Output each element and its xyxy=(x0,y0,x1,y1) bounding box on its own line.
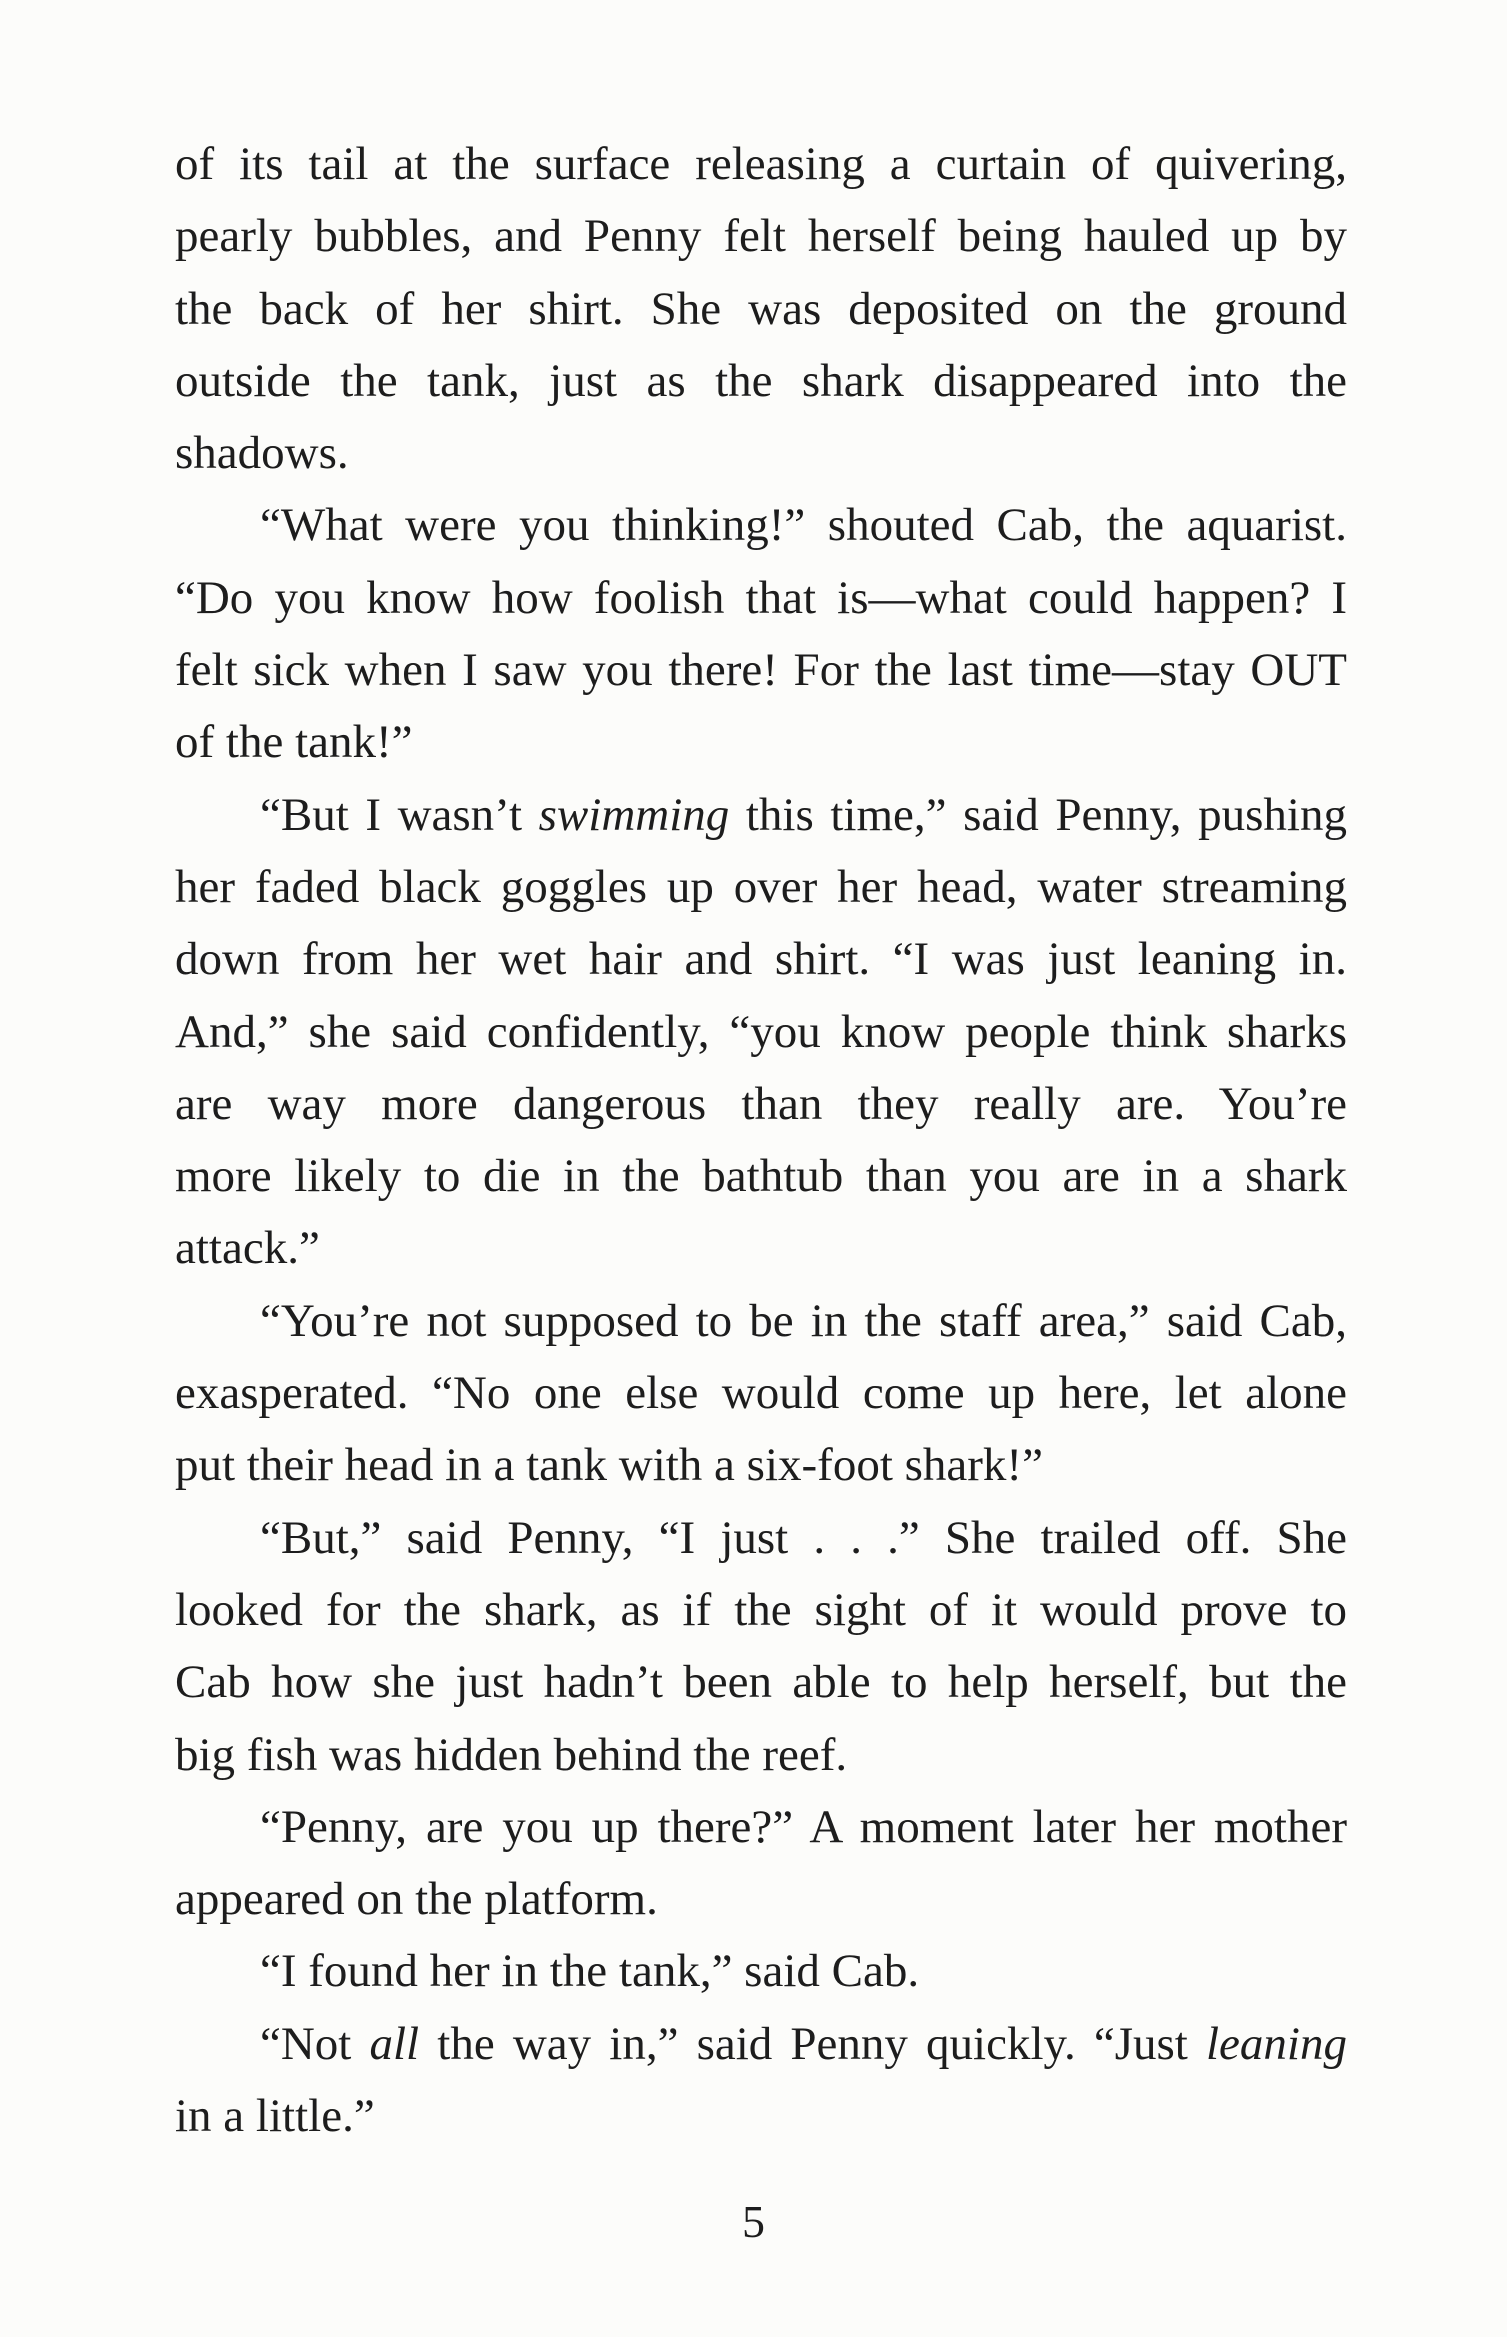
text-line: outside the tank, just as the shark disappeared into the xyxy=(175,354,1347,407)
text-line: exasperated. “No one else would come up here, let alone xyxy=(175,1367,1347,1420)
text-line: in a little.” xyxy=(175,2090,375,2143)
text-span: the way in,” said Penny quickly. “Just xyxy=(419,2017,1206,2070)
text-line: felt sick when I saw you there! For the last time—stay OUT xyxy=(175,644,1347,697)
text-line: “What were you thinking!” shouted Cab, the aquarist. xyxy=(260,499,1347,552)
text-line: And,” she said confidently, “you know people think sharks xyxy=(175,1005,1347,1058)
text-line: “But,” said Penny, “I just . . .” She trailed off. She xyxy=(260,1511,1347,1564)
text-line xyxy=(175,2008,1347,2080)
body-text xyxy=(175,128,1347,2152)
text-line: more likely to die in the bathtub than you are in a shark xyxy=(175,1150,1347,1203)
text-line: the back of her shirt. She was deposited on the ground xyxy=(175,282,1347,335)
text-line: Cab how she just hadn’t been able to help herself, but the xyxy=(175,1656,1347,1709)
text-span: “Not xyxy=(260,2017,370,2070)
text-line: appeared on the platform. xyxy=(175,1873,658,1926)
text-line: her faded black goggles up over her head, water streaming xyxy=(175,860,1347,913)
text-line: are way more dangerous than they really are. You’re xyxy=(175,1077,1347,1130)
text-line: of its tail at the surface releasing a curtain of quivering, xyxy=(175,138,1347,190)
text-line: pearly bubbles, and Penny felt herself being hauled up by xyxy=(175,210,1347,263)
text-line: shadows. xyxy=(175,427,349,480)
text-line: of the tank!” xyxy=(175,716,413,769)
italic-text: swimming xyxy=(538,788,730,841)
text-line: “You’re not supposed to be in the staff area,” said Cab, xyxy=(260,1294,1347,1347)
text-span: this time,” said Penny, pushing xyxy=(729,788,1347,841)
text-line xyxy=(175,779,1347,851)
text-line: down from her wet hair and shirt. “I was just leaning in. xyxy=(175,933,1347,986)
page-number: 5 xyxy=(742,2196,765,2247)
text-line: looked for the shark, as if the sight of it would prove to xyxy=(175,1583,1347,1636)
text-line: “Penny, are you up there?” A moment later her mother xyxy=(260,1800,1347,1853)
text-line: attack.” xyxy=(175,1222,320,1275)
text-span: “But I wasn’t xyxy=(260,788,539,841)
italic-text: all xyxy=(369,2017,420,2070)
text-line: big fish was hidden behind the reef. xyxy=(175,1728,848,1781)
text-line: put their head in a tank with a six-foot shark!” xyxy=(175,1439,1043,1492)
text-line: “I found her in the tank,” said Cab. xyxy=(260,1945,920,1998)
italic-text: leaning xyxy=(1206,2017,1347,2070)
text-line: “Do you know how foolish that is—what could happen? I xyxy=(175,571,1347,624)
